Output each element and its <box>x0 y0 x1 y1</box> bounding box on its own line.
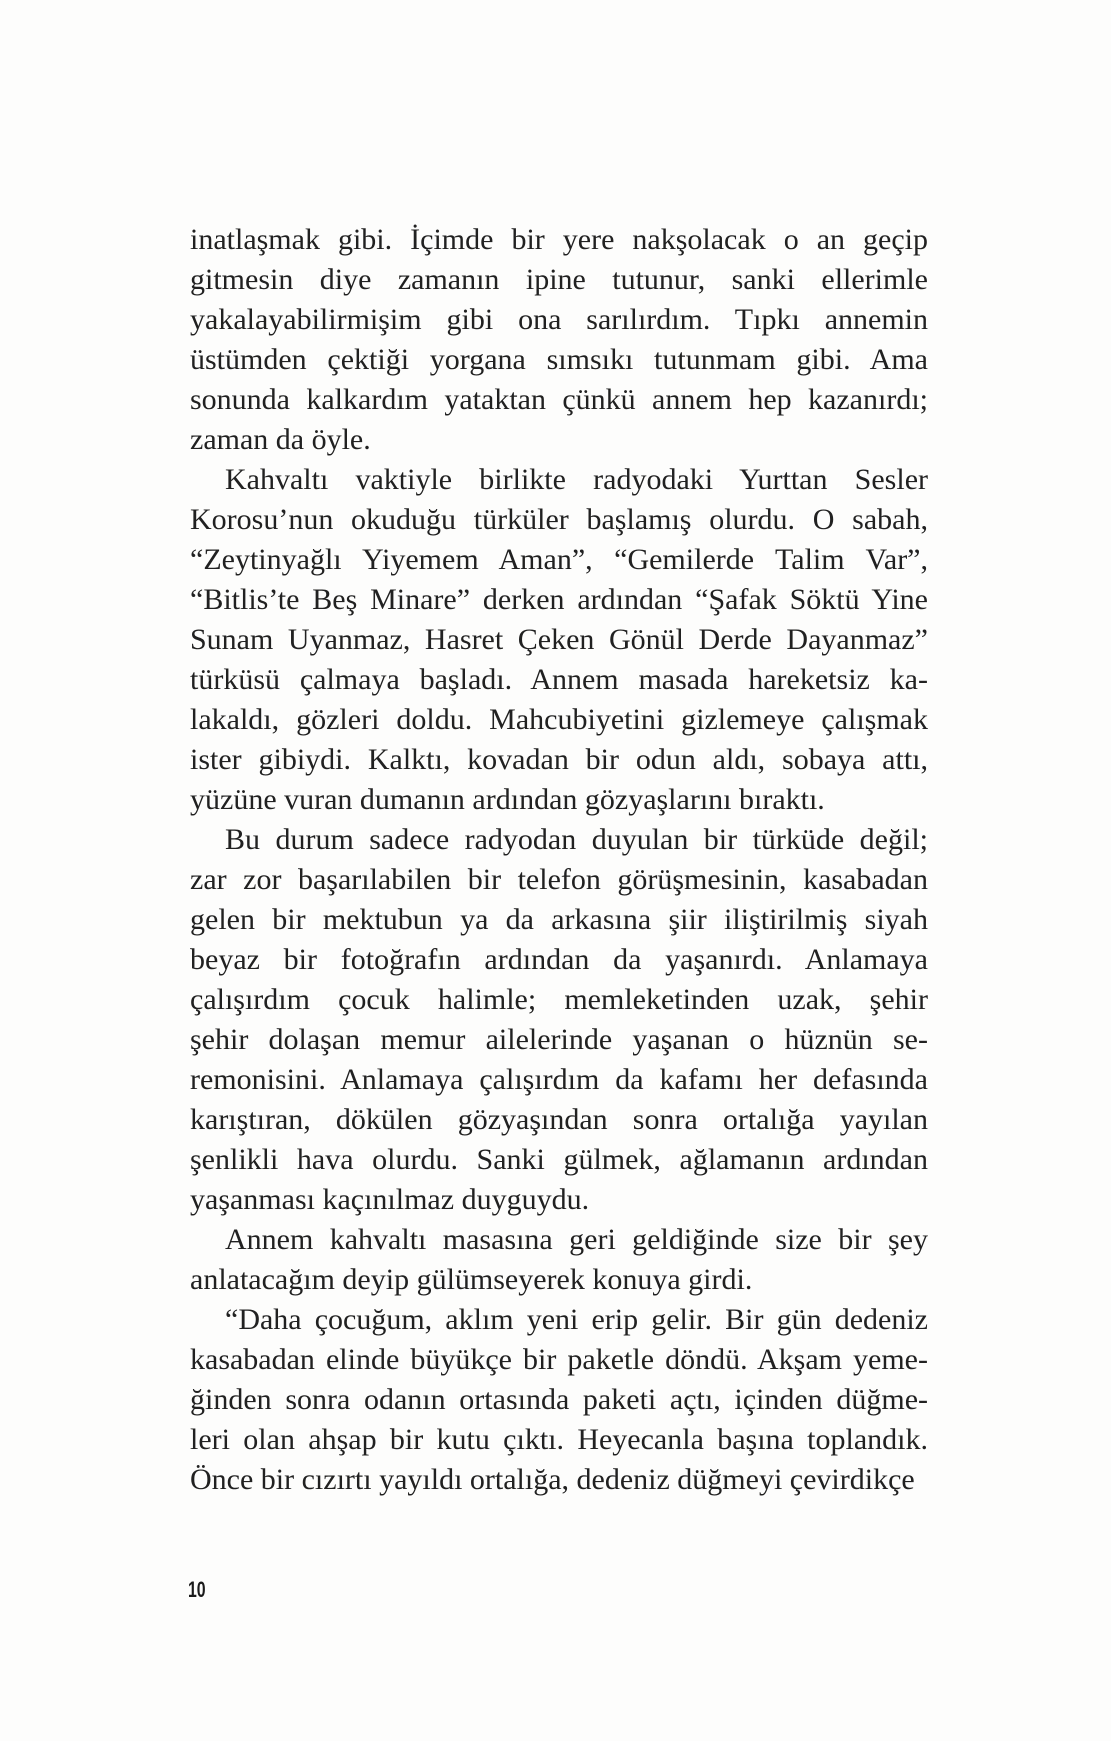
text-line: Annem kahvaltı masasına geri geldiğinde size bir şey <box>225 1223 928 1256</box>
text-line: ister gibiydi. Kalktı, kovadan bir odun aldı, sobaya attı, <box>190 743 928 776</box>
paragraph <box>190 220 928 460</box>
text-line: gelen bir mektubun ya da arkasına şiir iliştirilmiş siyah <box>190 903 928 936</box>
text-line: üstümden çektiği yorgana sımsıkı tutunmam gibi. Ama <box>190 343 928 376</box>
text-line: yaşanması kaçınılmaz duyguydu. <box>190 1183 590 1216</box>
paragraph <box>190 820 928 1220</box>
text-line: beyaz bir fotoğrafın ardından da yaşanırdı. Anlamaya <box>190 943 928 976</box>
text-line: Önce bir cızırtı yayıldı ortalığa, dedeniz düğmeyi çevirdikçe <box>190 1463 915 1496</box>
page-number: 10 <box>188 1577 206 1602</box>
paragraph <box>190 460 928 820</box>
text-line: türküsü çalmaya başladı. Annem masada hareketsiz ka- <box>190 663 928 696</box>
text-line: Sunam Uyanmaz, Hasret Çeken Gönül Derde Dayanmaz” <box>190 623 928 656</box>
paragraph <box>190 1220 928 1300</box>
text-line: Korosu’nun okuduğu türküler başlamış olurdu. O sabah, <box>190 503 928 536</box>
text-line: zaman da öyle. <box>190 423 371 456</box>
text-line: şehir dolaşan memur ailelerinde yaşanan o hüznün se- <box>190 1023 928 1056</box>
text-line: “Zeytinyağlı Yiyemem Aman”, “Gemilerde Talim Var”, <box>190 543 928 576</box>
text-line: kasabadan elinde büyükçe bir paketle döndü. Akşam yeme- <box>190 1343 928 1376</box>
text-line: leri olan ahşap bir kutu çıktı. Heyecanla başına toplandık. <box>190 1423 928 1456</box>
text-line: ğinden sonra odanın ortasında paketi açtı, içinden düğme- <box>190 1383 928 1416</box>
text-line: anlatacağım deyip gülümseyerek konuya girdi. <box>190 1263 753 1296</box>
text-line: “Daha çocuğum, aklım yeni erip gelir. Bir gün dedeniz <box>225 1303 928 1336</box>
text-line: sonunda kalkardım yataktan çünkü annem hep kazanırdı; <box>190 383 928 416</box>
text-line: “Bitlis’te Beş Minare” derken ardından “Şafak Söktü Yine <box>190 583 928 616</box>
text-line: şenlikli hava olurdu. Sanki gülmek, ağlamanın ardından <box>190 1143 928 1176</box>
text-line: gitmesin diye zamanın ipine tutunur, sanki ellerimle <box>190 263 928 296</box>
text-line: yakalayabilirmişim gibi ona sarılırdım. Tıpkı annemin <box>190 303 928 336</box>
text-line: remonisini. Anlamaya çalışırdım da kafamı her defasında <box>190 1063 928 1096</box>
paragraph <box>190 1300 928 1500</box>
text-line: karıştıran, dökülen gözyaşından sonra ortalığa yayılan <box>190 1103 928 1136</box>
text-line: lakaldı, gözleri doldu. Mahcubiyetini gizlemeye çalışmak <box>190 703 928 736</box>
text-line: yüzüne vuran dumanın ardından gözyaşlarını bıraktı. <box>190 783 825 816</box>
text-line: Bu durum sadece radyodan duyulan bir türküde değil; <box>225 823 928 856</box>
text-line: zar zor başarılabilen bir telefon görüşmesinin, kasabadan <box>190 863 928 896</box>
body-text <box>190 220 928 1500</box>
text-line: Kahvaltı vaktiyle birlikte radyodaki Yurttan Sesler <box>225 463 928 496</box>
text-line: inatlaşmak gibi. İçimde bir yere nakşolacak o an geçip <box>190 223 928 256</box>
text-line: çalışırdım çocuk halimle; memleketinden uzak, şehir <box>190 983 928 1016</box>
